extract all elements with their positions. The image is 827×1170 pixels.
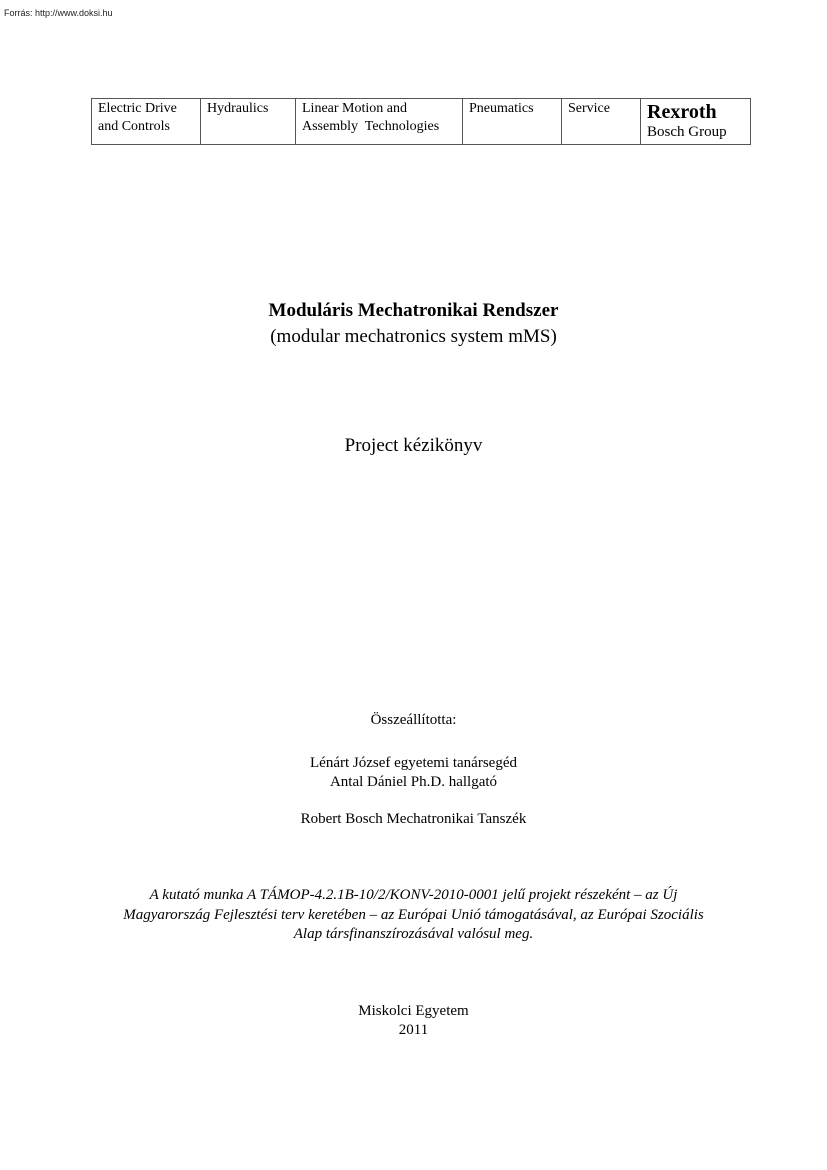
header-cell-brand [641, 99, 751, 145]
header-cell-service: Service [562, 99, 641, 145]
place: Miskolci Egyetem [358, 1003, 469, 1019]
brand-sub: Bosch Group [647, 124, 727, 140]
funding-line-2: Magyarország Fejlesztési terv keretében – az Európai Unió támogatásával, az Európai Szociális [123, 907, 704, 923]
funding-line-3: Alap társfinanszírozásával valósul meg. [293, 926, 534, 942]
header-cell-pneumatics: Pneumatics [463, 99, 562, 145]
source-note: Forrás: http://www.doksi.hu [4, 8, 113, 18]
subtitle: (modular mechatronics system mMS) [270, 326, 557, 347]
title: Moduláris Mechatronikai Rendszer [268, 300, 559, 321]
brand-logo: Rexroth [647, 101, 717, 123]
author-2: Antal Dániel Ph.D. hallgató [329, 774, 498, 790]
header-table [91, 98, 751, 145]
header-cell-linear: Linear Motion and Assembly Technologies [296, 99, 463, 145]
header-cell-hydraulics: Hydraulics [201, 99, 296, 145]
compiled-label: Összeállította: [370, 712, 457, 728]
author-1: Lénárt József egyetemi tanársegéd [310, 755, 517, 771]
department: Robert Bosch Mechatronikai Tanszék [300, 811, 527, 827]
funding-line-1: A kutató munka A TÁMOP-4.2.1B-10/2/KONV-2010-0001 jelű projekt részeként – az Új [149, 887, 678, 903]
header-cell-electric: Electric Drive and Controls [92, 99, 201, 145]
year: 2011 [398, 1022, 429, 1038]
doc-type: Project kézikönyv [344, 435, 483, 456]
